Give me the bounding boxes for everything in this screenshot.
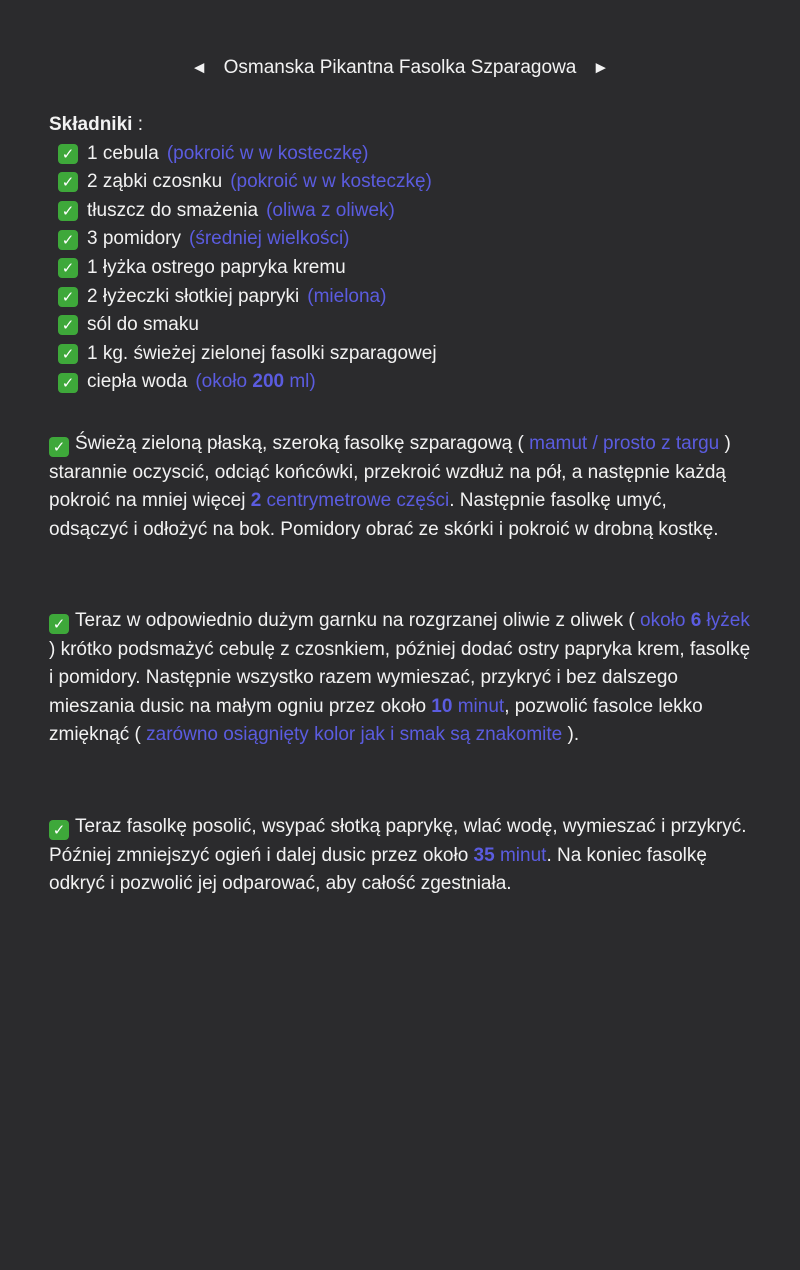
ingredient-item (58, 225, 749, 254)
ingredient-note-prefix: (około (195, 371, 253, 393)
previous-recipe-arrow-icon[interactable]: ◄ (190, 58, 208, 77)
ingredient-note-suffix: ml) (284, 371, 316, 393)
check-mark-icon: ✓ (49, 437, 69, 457)
check-mark-icon: ✓ (58, 144, 78, 164)
step-text: Teraz w odpowiednio dużym garnku na rozgrzanej oliwie z oliwek ( (75, 610, 640, 631)
step-text: , pozwolić fasolce lekko zmięknąć ( (49, 695, 703, 746)
ingredients-heading (49, 111, 749, 140)
step-text: ) starannie oczyscić, odciąć końcówki, przekroić wzdłuż na pół, a następnie każdą pokroić na mniej więcej (49, 433, 731, 512)
check-mark-icon: ✓ (58, 373, 78, 393)
ingredient-note: (pokroić w w kosteczkę) (166, 142, 369, 164)
step-highlight: centrymetrowe części (261, 490, 450, 512)
step-text: Teraz fasolkę posolić, wsypać słotką paprykę, wlać wodę, wymieszać i przykryć. Później zmniejszyć ogień i dalej dusic przez około (49, 816, 747, 866)
step-highlight: minut (494, 844, 547, 866)
ingredient-note-number: 200 (252, 371, 285, 393)
ingredients-heading-label: Składniki (49, 114, 133, 135)
check-mark-icon: ✓ (58, 344, 78, 364)
step-number: 10 (431, 695, 453, 717)
step-highlight: zarówno osiągnięty kolor jak i smak są znakomite (146, 724, 563, 746)
step-highlight: około (640, 610, 686, 631)
step-text: . Następnie fasolkę umyć, odsączyć i odłożyć na bok. Pomidory obrać ze skórki i pokroić w drobną kostkę. (49, 490, 719, 540)
ingredient-text: 1 cebula (87, 142, 159, 164)
step-highlight: łyżek (701, 610, 750, 631)
check-mark-icon: ✓ (58, 230, 78, 250)
step-3-paragraph (49, 813, 751, 899)
step-text: . Na koniec fasolkę odkryć i pozwolić jej odparować, aby całość zgestniała. (49, 844, 707, 895)
step-number: 2 (250, 490, 262, 512)
check-mark-icon: ✓ (58, 315, 78, 335)
ingredient-item (58, 254, 749, 283)
step-2-paragraph (49, 607, 751, 750)
ingredient-text: 3 pomidory (87, 228, 181, 250)
ingredient-text: 2 ząbki czosnku (87, 171, 223, 193)
ingredient-text: 1 łyżka ostrego papryka kremu (87, 256, 346, 278)
step-highlight: mamut / prosto z targu (529, 433, 720, 454)
step-highlight: minut (452, 695, 505, 717)
ingredient-text: 1 kg. świeżej zielonej fasolki szparagowej (87, 342, 437, 364)
check-mark-icon: ✓ (49, 820, 69, 840)
ingredient-note: (oliwa z oliwek) (266, 199, 395, 221)
step-text: ) krótko podsmażyć cebulę z czosnkiem, później dodać ostry papryka krem, fasolkę i pomidory. Następnie wszystko razem wymieszać, przykryć i bez dalszego mieszania dusic na małym ogniu przez około (49, 638, 751, 717)
ingredient-text: 2 łyżeczki słotkiej papryki (87, 285, 300, 307)
ingredient-item (58, 168, 749, 197)
check-mark-icon: ✓ (49, 614, 69, 634)
recipe-title: Osmanska Pikantna Fasolka Szparagowa (223, 57, 577, 78)
ingredient-item (58, 340, 749, 369)
ingredient-note: (średniej wielkości) (189, 228, 350, 250)
ingredient-note: (pokroić w w kosteczkę) (230, 171, 432, 193)
check-mark-icon: ✓ (58, 201, 78, 221)
step-1-paragraph (49, 430, 751, 544)
ingredient-item (58, 197, 749, 226)
ingredients-heading-colon: : (132, 114, 143, 135)
ingredient-note: (mielona) (307, 285, 387, 307)
recipe-navigation (0, 53, 800, 83)
step-text: ). (562, 724, 580, 746)
check-mark-icon: ✓ (58, 172, 78, 192)
ingredient-note (195, 368, 315, 397)
ingredient-item (58, 140, 749, 169)
ingredient-item (58, 368, 749, 397)
check-mark-icon: ✓ (58, 258, 78, 278)
ingredient-text: ciepła woda (87, 371, 188, 393)
step-text: Świeżą zieloną płaską, szeroką fasolkę szparagową ( (75, 433, 530, 454)
check-mark-icon: ✓ (58, 287, 78, 307)
ingredients-list (49, 140, 749, 397)
ingredient-text: tłuszcz do smażenia (87, 199, 259, 221)
next-recipe-arrow-icon[interactable]: ► (592, 58, 610, 77)
step-number: 35 (473, 844, 495, 866)
ingredients-section (49, 111, 749, 397)
step-number: 6 (690, 610, 702, 631)
ingredient-text: sól do smaku (87, 314, 199, 336)
ingredient-item (58, 311, 749, 340)
ingredient-item (58, 283, 749, 312)
